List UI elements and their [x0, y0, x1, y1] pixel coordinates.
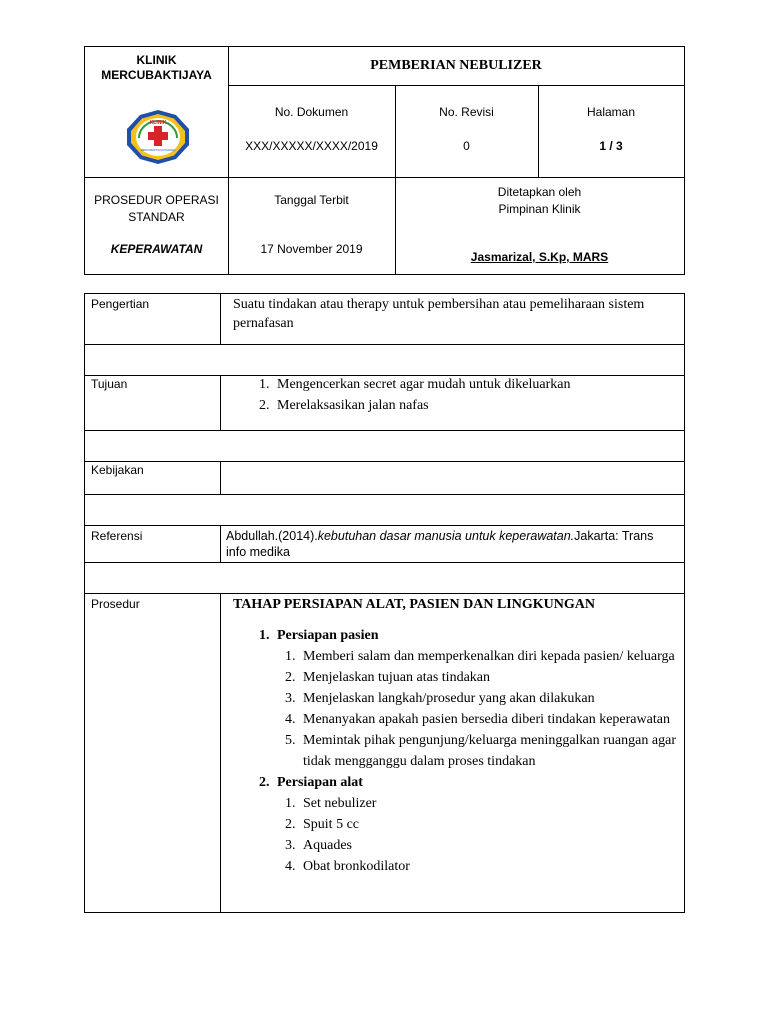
clinic-name-line1: KLINIK	[136, 53, 177, 67]
pos-line2: STANDAR	[128, 210, 185, 224]
document-title: PEMBERIAN NEBULIZER	[370, 58, 542, 73]
ditetapkan-line2: Pimpinan Klinik	[498, 202, 581, 216]
clinic-logo	[125, 109, 191, 165]
unit-name: KEPERAWATAN	[110, 242, 203, 256]
referensi-title: kebutuhan dasar manusia untuk keperawatan.	[317, 529, 575, 543]
referensi-label: Referensi	[91, 529, 143, 543]
divider	[538, 85, 539, 177]
logo-text: KLINIK	[149, 120, 167, 126]
divider	[85, 562, 684, 563]
list-item: 2. Menjelaskan tujuan atas tindakan	[299, 667, 676, 688]
kebijakan-label: Kebijakan	[91, 463, 144, 477]
pos-line1: PROSEDUR OPERASI	[94, 193, 219, 207]
procedure-table	[84, 293, 685, 913]
no-dokumen-label: No. Dokumen	[274, 105, 349, 119]
tujuan-label: Tujuan	[91, 377, 128, 391]
no-dokumen-value: XXX/XXXXX/XXXX/2019	[245, 139, 378, 153]
divider	[220, 593, 221, 912]
divider	[85, 461, 684, 462]
list-item: 4. Menanyakan apakah pasien bersedia diberi tindakan keperawatan	[299, 709, 676, 730]
divider	[228, 85, 684, 86]
step-persiapan-alat	[273, 772, 676, 877]
list-item: 5. Memintak pihak pengunjung/keluarga meninggalkan ruangan agar tidak mengganggu dalam proses tindakan	[299, 730, 676, 772]
list-item: 3. Aquades	[299, 835, 676, 856]
divider	[85, 593, 684, 594]
logo-subtext: MERCUBAKTIJAYA PADANG	[140, 149, 176, 152]
list-item: 1. Set nebulizer	[299, 793, 676, 814]
divider	[220, 525, 221, 562]
prosedur-label: Prosedur	[91, 597, 140, 611]
divider	[220, 461, 221, 494]
prosedur-heading: TAHAP PERSIAPAN ALAT, PASIEN DAN LINGKUNGAN	[233, 597, 595, 612]
prosedur-content	[233, 595, 676, 877]
divider	[220, 375, 221, 430]
divider	[85, 525, 684, 526]
list-item: 2. Spuit 5 cc	[299, 814, 676, 835]
referensi-author: Abdullah.(2014).	[226, 529, 318, 543]
pengertian-label: Pengertian	[91, 297, 150, 311]
divider	[85, 494, 684, 495]
ditetapkan-oleh	[395, 184, 684, 218]
signatory-name: Jasmarizal, S.Kp, MARS	[470, 250, 609, 264]
referensi-publisher: Jakarta: Trans info medika	[226, 529, 654, 559]
prosedur-steps	[233, 625, 676, 877]
persiapan-pasien-list	[277, 646, 676, 772]
step-title: Persiapan alat	[277, 775, 363, 790]
referensi-text	[226, 528, 676, 560]
step-title: Persiapan pasien	[277, 628, 379, 643]
halaman-value: 1 / 3	[599, 139, 623, 153]
persiapan-alat-list	[277, 793, 676, 877]
list-item: 1. Mengencerkan secret agar mudah untuk dikeluarkan	[273, 374, 676, 395]
divider	[85, 430, 684, 431]
halaman-label: Halaman	[586, 105, 636, 119]
tujuan-list	[233, 374, 676, 416]
ditetapkan-line1: Ditetapkan oleh	[497, 185, 582, 199]
no-revisi-value: 0	[463, 139, 470, 153]
divider	[85, 344, 684, 345]
divider	[220, 294, 221, 344]
list-item: 2. Merelaksasikan jalan nafas	[273, 395, 676, 416]
header-table	[84, 46, 685, 275]
list-item: 3. Menjelaskan langkah/prosedur yang akan dilakukan	[299, 688, 676, 709]
tanggal-terbit-value: 17 November 2019	[260, 242, 363, 256]
clinic-name	[85, 53, 228, 83]
clinic-name-line2: MERCUBAKTIJAYA	[101, 68, 212, 82]
list-item: 1. Memberi salam dan memperkenalkan diri kepada pasien/ keluarga	[299, 646, 676, 667]
tanggal-terbit-label: Tanggal Terbit	[274, 193, 349, 207]
pos-title	[85, 192, 228, 226]
tujuan-content	[233, 374, 676, 416]
list-item: 4. Obat bronkodilator	[299, 856, 676, 877]
divider	[85, 177, 684, 178]
pengertian-text: Suatu tindakan atau therapy untuk pembersihan atau pemeliharaan sistem pernafasan	[233, 297, 645, 331]
no-revisi-label: No. Revisi	[439, 105, 494, 119]
step-persiapan-pasien	[273, 625, 676, 772]
